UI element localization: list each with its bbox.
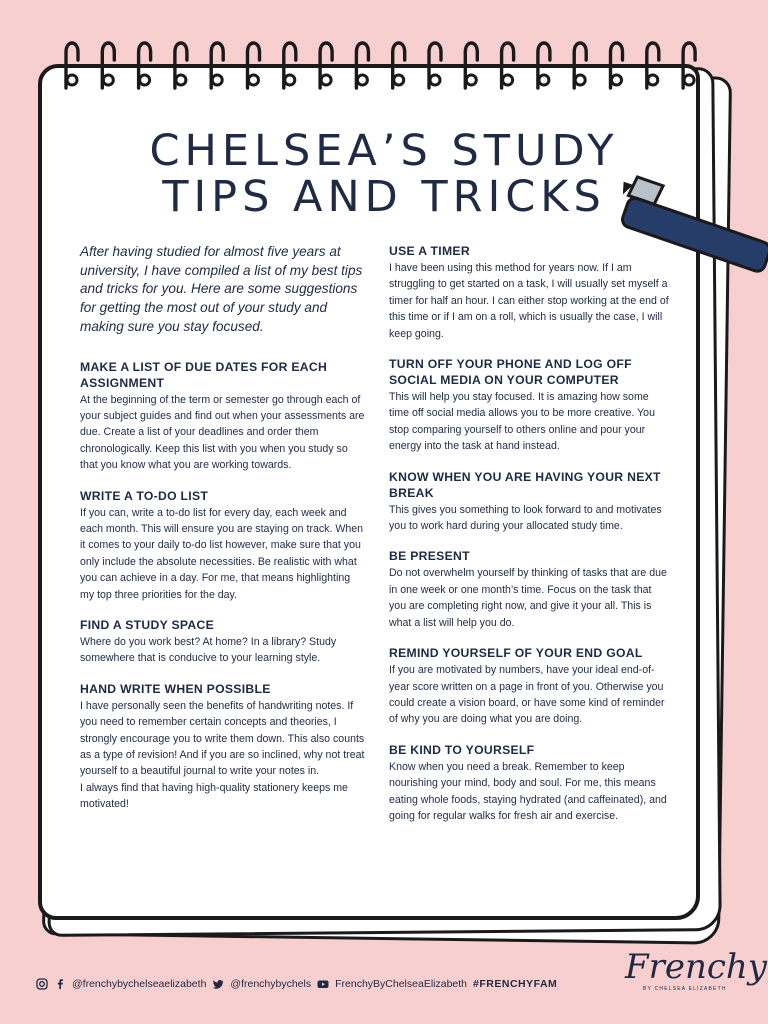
tip-section xyxy=(80,617,365,667)
logo-subtitle: BY CHELSEA ELIZABETH xyxy=(643,986,727,992)
tip-section xyxy=(389,548,671,631)
tip-body: I have been using this method for years now. If I am struggling to get started on a task, I will usually set myself a timer for half an hour. I can either stop working at the end of this time or if I am on a roll, which is usually the case, I will keep going. xyxy=(389,262,669,340)
tip-body: If you can, write a to-do list for every day, each week and each month. This will ensure you are staying on track. When it comes to your daily to-do list however, make sure that you only include the absolute necessities. Be realistic with what you can achieve in a day. For me, that means highlighting my top three priorities for the day. xyxy=(80,506,364,601)
tip-heading: KNOW WHEN YOU ARE HAVING YOUR NEXT BREAK xyxy=(389,469,661,500)
tip-body: If you are motivated by numbers, have your ideal end-of-year score written on a page in front of you. Otherwise you could create a vision board, or have some kind of reminder of why you are doing what you are doing. xyxy=(389,664,665,726)
tip-heading: REMIND YOURSELF OF YOUR END GOAL xyxy=(389,646,643,661)
page-title-line-1: CHELSEA’S STUDY xyxy=(149,126,619,176)
tip-heading: TURN OFF YOUR PHONE AND LOG OFF SOCIAL MEDIA ON YOUR COMPUTER xyxy=(389,357,632,388)
youtube-icon[interactable] xyxy=(317,978,329,990)
tip-section xyxy=(389,243,671,342)
instagram-facebook-handle[interactable]: @frenchybychelseaelizabeth xyxy=(72,978,207,990)
instagram-icon[interactable] xyxy=(36,978,48,990)
tip-section xyxy=(389,645,671,728)
hashtag[interactable]: #FRENCHYFAM xyxy=(473,978,558,990)
facebook-icon[interactable] xyxy=(54,978,66,990)
tip-body: Know when you need a break. Remember to keep nourishing your mind, body and soul. For me, this means eating whole foods, staying hydrated (and caffeinated), and going for regular walks for fresh air and exercise. xyxy=(389,760,667,822)
tip-body: This gives you something to look forward to and motivates you to work hard during your allocated study time. xyxy=(389,503,662,533)
tip-section xyxy=(389,742,671,825)
tip-body: I have personally seen the benefits of handwriting notes. If you need to remember certain concepts and theories, I strongly encourage you to write them down. This also counts as a type of revision! And if you are so inclined, why not treat yourself to a beautiful journal to write your notes in. I always find that having high-quality stationery keeps me motivated! xyxy=(80,699,365,811)
tip-heading: BE KIND TO YOURSELF xyxy=(389,742,535,757)
tip-section xyxy=(389,356,671,455)
logo-wordmark: Frenchy xyxy=(625,947,768,987)
social-footer xyxy=(36,978,557,990)
tip-heading: HAND WRITE WHEN POSSIBLE xyxy=(80,681,271,696)
tip-body: This will help you stay focused. It is amazing how some time off social media allows you to be more creative. You stop comparing yourself to others online and pour your energy into the task at hand instead. xyxy=(389,391,655,453)
right-column xyxy=(389,243,671,838)
frenchy-logo xyxy=(625,947,768,998)
tip-body: Where do you work best? At home? In a library? Study somewhere that is conducive to your learning style. xyxy=(80,635,337,665)
tip-section xyxy=(80,488,365,603)
intro-paragraph: After having studied for almost five years at university, I have compiled a list of my best tips and tricks for you. Here are some suggestions for getting the most out of your study and making sure you stay focused. xyxy=(80,244,363,334)
tip-heading: MAKE A LIST OF DUE DATES FOR EACH ASSIGNMENT xyxy=(80,359,328,390)
twitter-icon[interactable] xyxy=(212,978,224,990)
twitter-handle[interactable]: @frenchybychels xyxy=(230,978,312,990)
tip-heading: BE PRESENT xyxy=(389,549,470,564)
left-column xyxy=(80,243,365,827)
tip-body: At the beginning of the term or semester go through each of your subject guides and find out when your assessments are due. Create a list of your deadlines and order them chronologically. Keep this list with you when you study so that you know what you are working towards. xyxy=(80,393,365,472)
tip-heading: USE A TIMER xyxy=(389,244,470,258)
tip-section xyxy=(80,681,365,813)
youtube-channel[interactable]: FrenchyByChelseaElizabeth xyxy=(335,978,468,990)
tip-heading: FIND A STUDY SPACE xyxy=(80,617,215,632)
page-title-line-2: TIPS AND TRICKS xyxy=(162,172,606,222)
tip-section xyxy=(80,359,365,474)
tip-body: Do not overwhelm yourself by thinking of tasks that are due in one week or one month’s time. Focus on the task that you are completing right now, and give it your all. This is what a list will help you do. xyxy=(389,567,667,629)
tip-section xyxy=(389,469,671,535)
tip-heading: WRITE A TO-DO LIST xyxy=(80,488,209,503)
